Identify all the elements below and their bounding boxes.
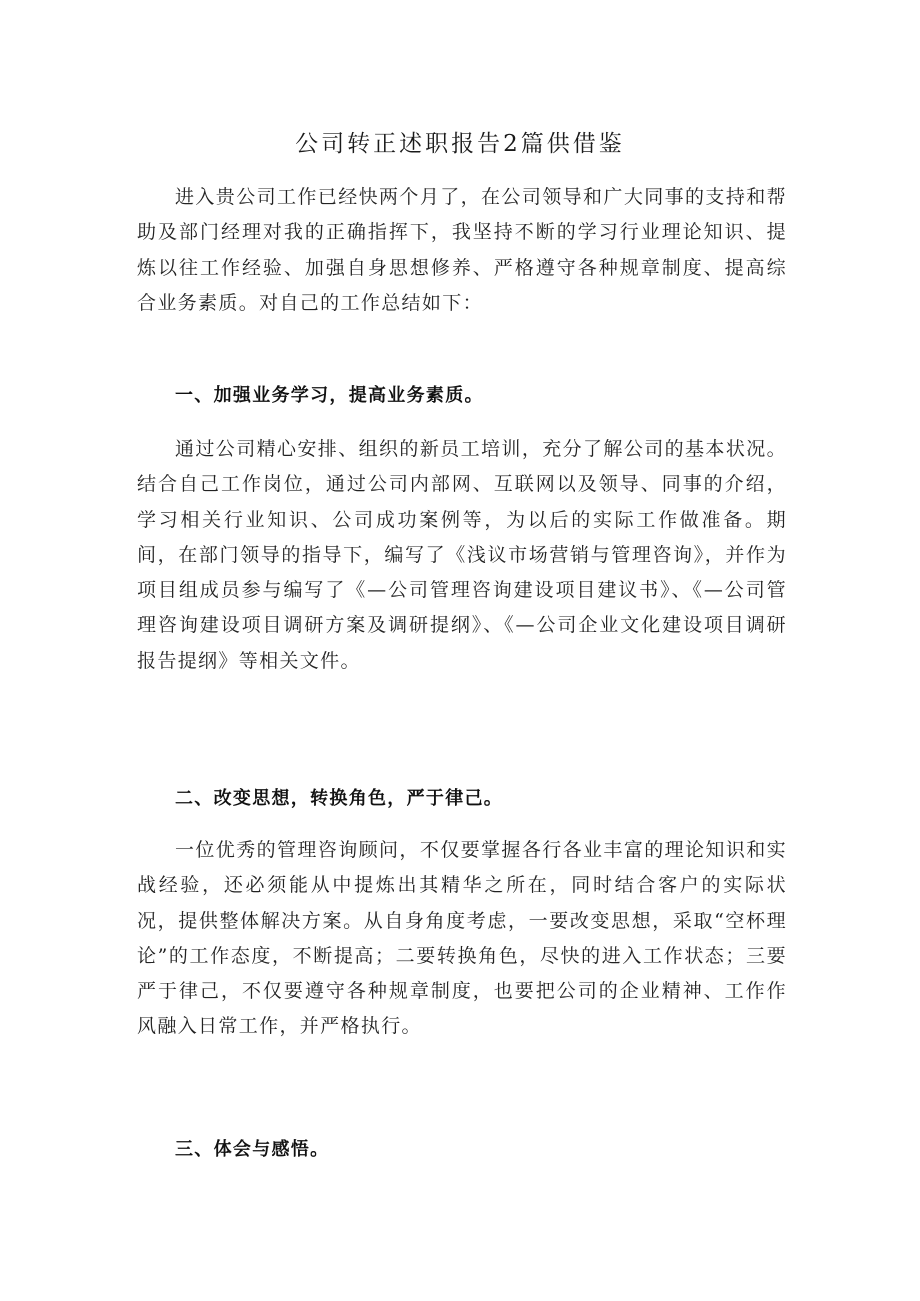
paragraph-section-1: 通过公司精心安排、组织的新员工培训，充分了解公司的基本状况。结合自己工作岗位，通过公司内部网、互联网以及领导、同事的介绍，学习相关行业知识、公司成功案例等，为以后的实际工作做准备。期间，在部门领导的指导下，编写了《浅议市场营销与管理咨询》，并作为项目组成员参与编写了《—公司管理咨询建设项目建议书》、《—公司管理咨询建设项目调研方案及调研提纲》、《—公司企业文化建设项目调研报告提纲》等相关文件。 xyxy=(137,438,787,672)
section-heading-2: 二、改变思想，转换角色，严于律己。 xyxy=(175,788,504,809)
section-heading-1: 一、加强业务学习，提高业务素质。 xyxy=(175,385,484,406)
paragraph-section-2: 一位优秀的管理咨询顾问，不仅要掌握各行各业丰富的理论知识和实战经验，还必须能从中提炼出其精华之所在，同时结合客户的实际状况，提供整体解决方案。从自身角度考虑，一要改变思想，采取“空杯理论”的工作态度，不断提高；二要转换角色，尽快的进入工作状态；三要严于律己，不仅要遵守各种规章制度，也要把公司的企业精神、工作作风融入日常工作，并严格执行。 xyxy=(137,839,787,1038)
document-title: 公司转正述职报告2篇供借鉴 xyxy=(295,131,625,157)
paragraph-intro: 进入贵公司工作已经快两个月了，在公司领导和广大同事的支持和帮助及部门经理对我的正确指挥下，我坚持不断的学习行业理论知识、提炼以往工作经验、加强自身思想修养、严格遵守各种规章制度、提高综合业务素质。对自己的工作总结如下： xyxy=(137,186,787,314)
section-heading-3: 三、体会与感悟。 xyxy=(175,1139,330,1160)
